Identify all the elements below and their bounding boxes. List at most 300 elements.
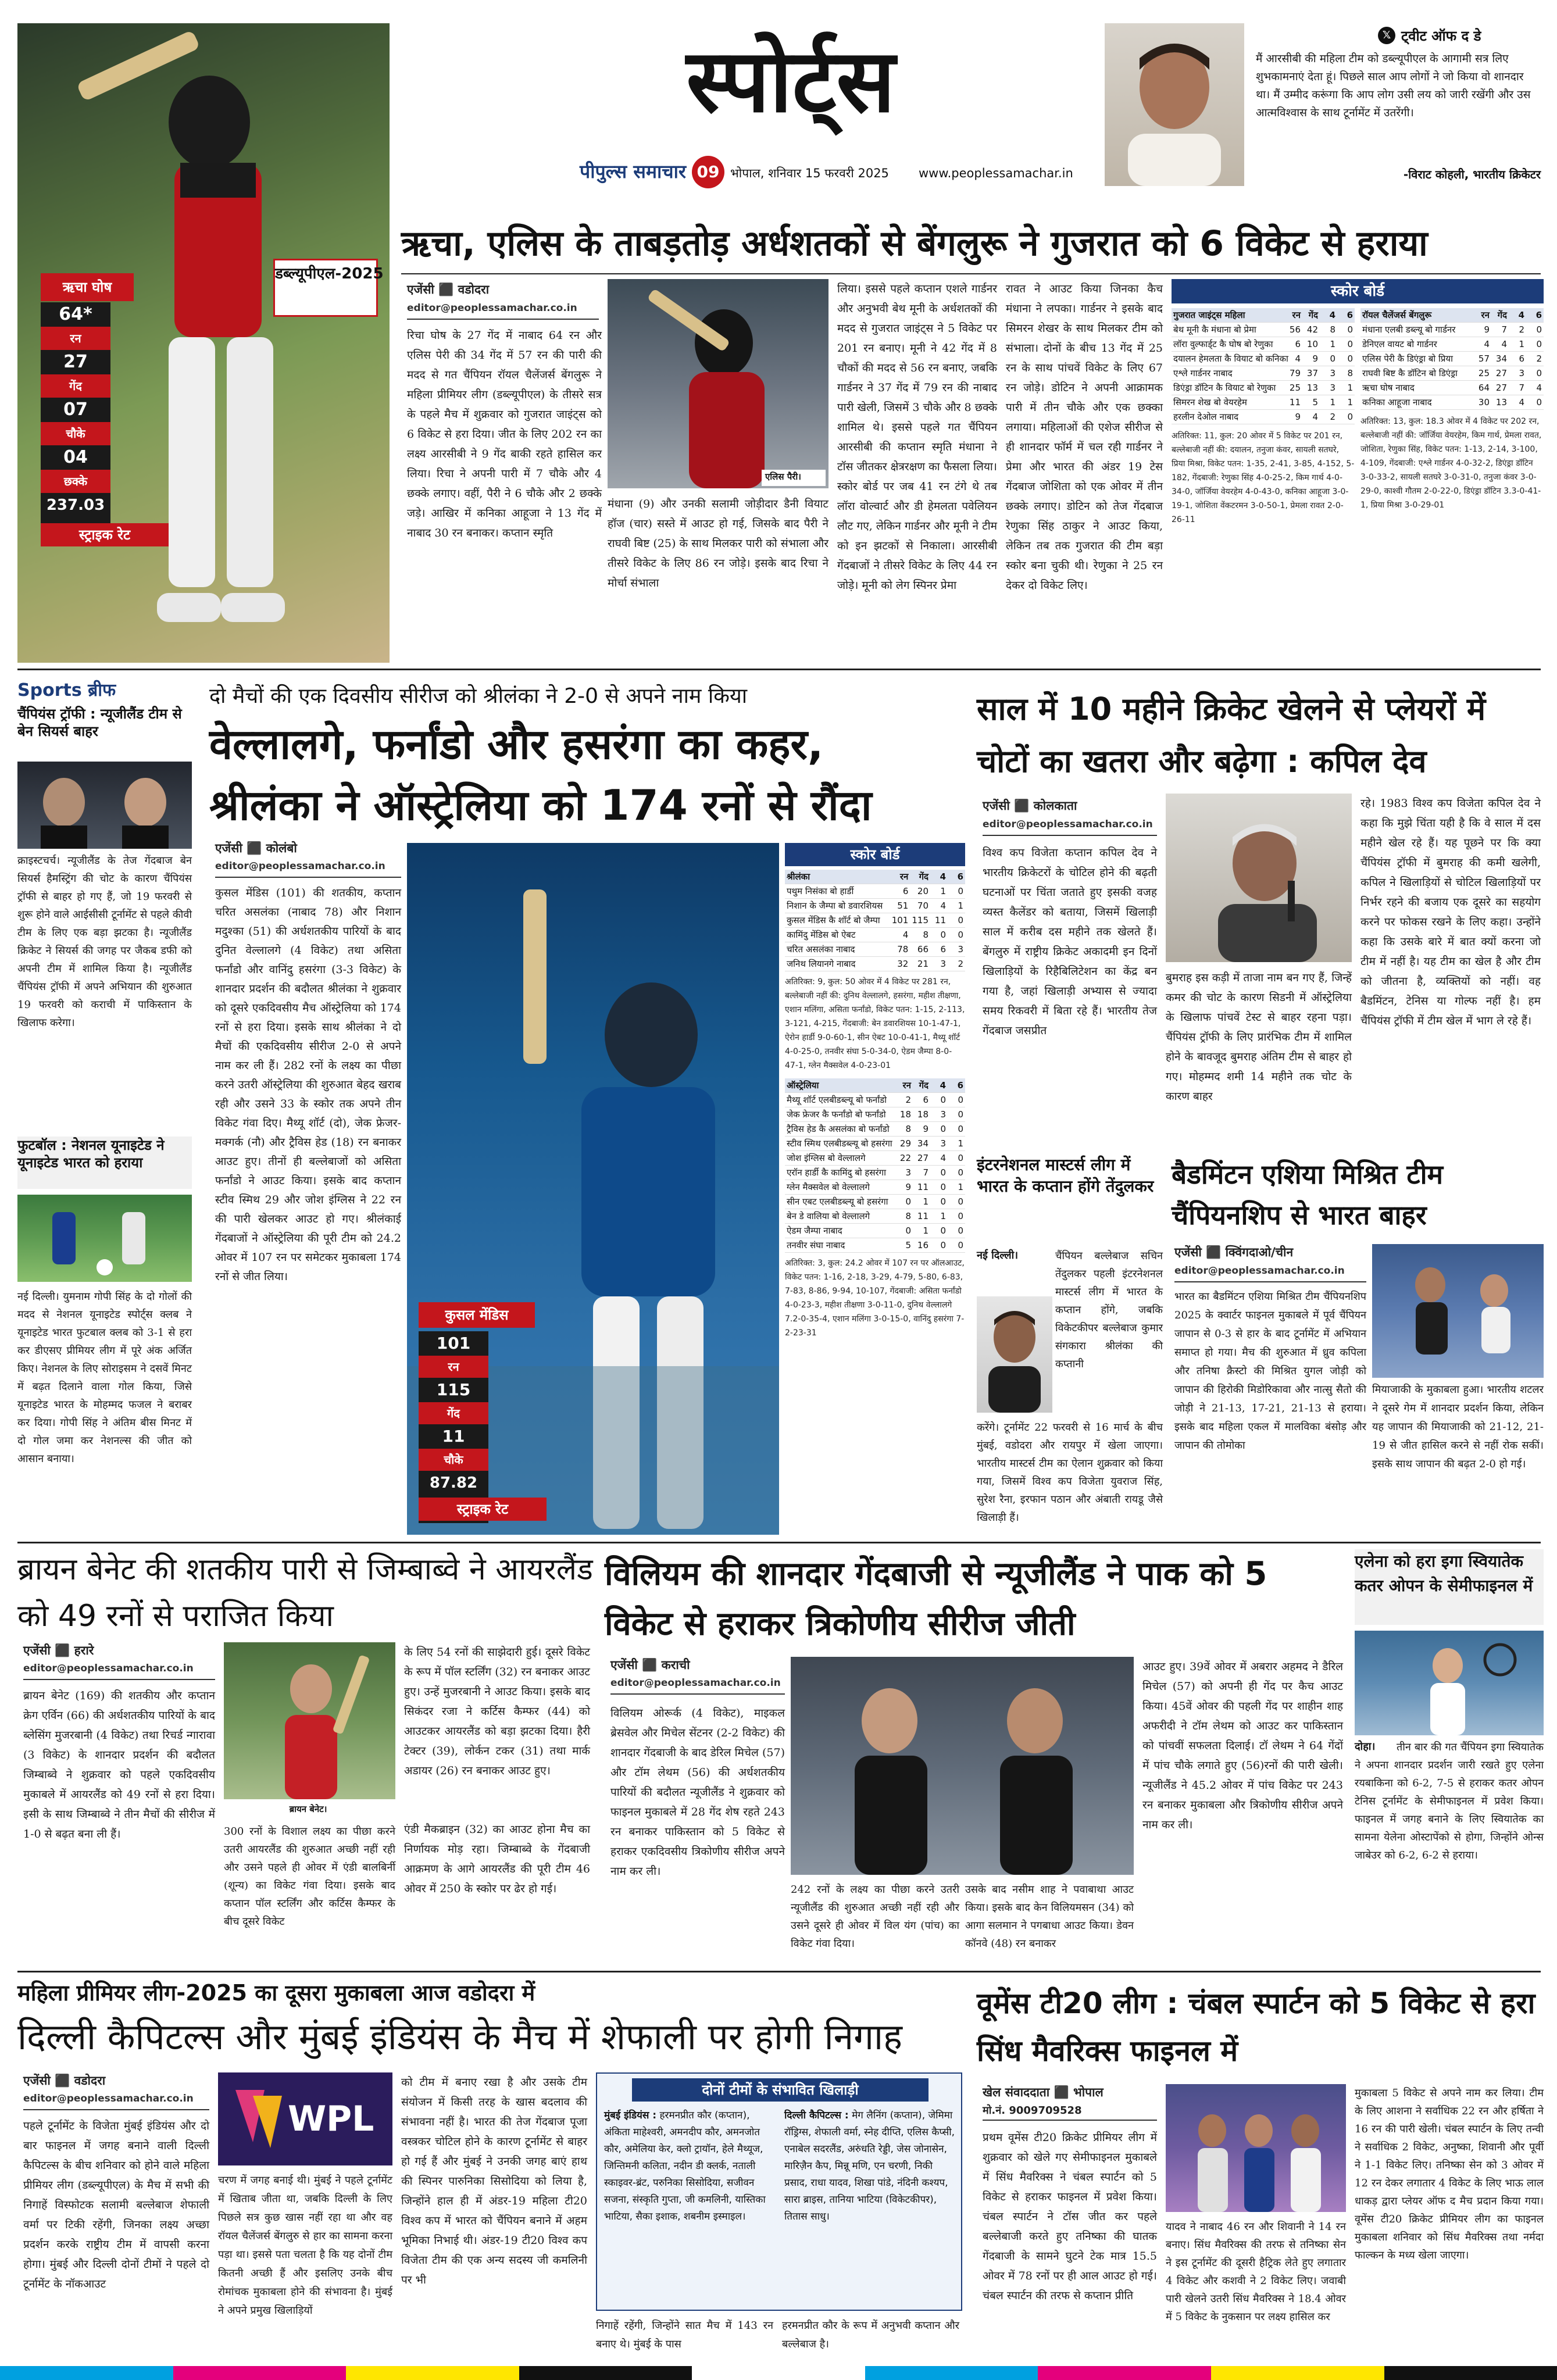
scoreboard1-team1-row xyxy=(1172,352,1355,366)
divider xyxy=(17,1542,1541,1543)
stat-balls-value: 27 xyxy=(63,352,88,372)
scoreboard2-team2-cell: 0 xyxy=(948,1151,965,1166)
scoreboard2-team2-cell: 3 xyxy=(895,1166,913,1180)
stat-fours-value: 07 xyxy=(63,399,88,420)
scoreboard2-team2-cell: 8 xyxy=(895,1122,913,1137)
scoreboard2-team1-cell: 8 xyxy=(910,928,930,942)
scoreboard1-team2-cell: 7 xyxy=(1509,381,1526,395)
story6-email: editor@peoplessamachar.co.in xyxy=(23,1663,215,1680)
story1-col2: मंधाना (9) और उनकी सलामी जोड़ीदार डैनी वियाट हॉज (चार) सस्ते में आउट हो गई, जिसके बाद पैरी ने राघवी बिष्ट (25) के साथ मिलकर पारी को संभाला और तीसरे विकेट के लिए 86 रन जोड़े। इसके बाद रिचा ने मोर्चा संभाला xyxy=(608,498,829,589)
story2-byline: एजेंसी ⬛ कोलंबो xyxy=(215,841,297,855)
story9-email: editor@peoplessamachar.co.in xyxy=(23,2093,209,2110)
scoreboard1-team1 xyxy=(1172,308,1355,639)
scoreboard2-team1-cell: 66 xyxy=(910,942,930,957)
scoreboard1-team1-cell: डिएंड्रा डॉटिन कै वियाट बो रेणुका xyxy=(1172,381,1285,395)
scoreboard2-team1-row xyxy=(785,928,965,942)
scoreboard2-team2-cell: 3 xyxy=(930,1137,948,1151)
story2-player-name: कुसल मेंडिस xyxy=(419,1302,535,1328)
bennett-photo xyxy=(224,1642,395,1799)
scoreboard1-team1-cell: 6 xyxy=(1285,337,1302,352)
scoreboard2-team1-cell: 3 xyxy=(930,957,948,971)
story10-col1: प्रथम वूमेंस टी20 क्रिकेट प्रीमियर लीग में शुक्रवार को खेले गए सेमीफाइनल मुकाबले में सिंध मैवरिक्स ने चंबल स्पार्टन को 5 विकेट से हराकर फाइनल में प्रवेश किया। चंबल स्पार्टन ने टॉस जीत कर पहले बल्लेबाजी करते हुए तनिष्का की घातक गेंदबाजी के सामने घुटने टेक मात्र 15.5 ओवर में 78 रनों पर ही आल आउट हो गई। चंबल स्पार्टन की तरफ से कप्तान प्रीति xyxy=(983,2131,1157,2302)
scoreboard1-team2-cell: कनिका आहूजा नाबाद xyxy=(1360,395,1474,410)
probable-players-box xyxy=(596,2072,962,2311)
scoreboard2-team2-cell: 1 xyxy=(913,1195,930,1209)
scoreboard2-title: स्कोर बोर्ड xyxy=(785,843,965,866)
story1-headline: ऋचा, एलिस के ताबड़तोड़ अर्धशतकों से बेंगलुरू ने गुजरात को 6 विकेट से हराया xyxy=(401,223,1428,264)
scoreboard2-team1-header-cell: 4 xyxy=(930,870,948,884)
scoreboard1-team1-header-cell: रन xyxy=(1285,308,1302,323)
scoreboard1-team1-cell: 4 xyxy=(1302,410,1320,424)
scoreboard1-team1-cell: एश्ले गार्डनर नाबाद xyxy=(1172,366,1285,381)
scoreboard1-team2-cell: 25 xyxy=(1474,366,1491,381)
scoreboard1-team1-cell: 0 xyxy=(1337,323,1355,337)
scoreboard1-team1-cell: 8 xyxy=(1320,323,1337,337)
story8-headline: एलेना को हरा इगा स्वियातेक कतर ओपन के सेमीफाइनल में xyxy=(1355,1549,1544,1625)
scoreboard1-team1-header-row xyxy=(1172,308,1355,323)
story3-email: editor@peoplessamachar.co.in xyxy=(983,819,1157,836)
scoreboard2-team1-cell: 21 xyxy=(910,957,930,971)
scoreboard2-team2-cell: 0 xyxy=(948,1107,965,1122)
stat-runs-label: रन xyxy=(419,1356,488,1378)
dc-label: दिल्ली कैपिटल्स : xyxy=(784,2110,849,2121)
scoreboard1-team2-header-row xyxy=(1360,308,1544,323)
scoreboard2-team2-row xyxy=(785,1238,965,1253)
scoreboard1-team2-header-cell: 6 xyxy=(1526,308,1544,323)
scoreboard2-team2-cell: 27 xyxy=(913,1151,930,1166)
scoreboard2-team2-cell: 0 xyxy=(930,1224,948,1238)
scoreboard2-team2-cell: 0 xyxy=(930,1195,948,1209)
divider xyxy=(17,669,1541,670)
story2-stats xyxy=(419,1331,488,1523)
brief-t2: नई दिल्ली। युमनाम गोपी सिंह के दो गोलों की मदद से नेशनल यूनाइटेड स्पोर्ट्स क्लब ने यूनाइटेड भारत फुटबाल क्लब को 3-1 से हरा कर डीएसए प्रीमियर लीग में पूरे अंक अर्जित किए। नेशनल के लिए सोराइसम ने दसवें मिनट में बढ़त दिलाने वाला गोल किया, जिसे यूनाइटेड भारत के मोहम्मद फजल ने बराबर कर दिया। गोपी सिंह ने अंतिम बीस मिनट में दो गोल जमा कर नेशनल्स की जीत को आसान बनाया। xyxy=(17,1291,192,1465)
scoreboard1-team1-cell: सिमरन शेख बो वेयरहेम xyxy=(1172,395,1285,410)
scoreboard2-team1-cell: 3 xyxy=(948,942,965,957)
brief-h1: चैंपियंस ट्रॉफी : न्यूजीलैंड टीम से बेन सियर्स बाहर xyxy=(17,706,182,739)
tennis-photo xyxy=(1355,1631,1544,1735)
scoreboard1-team1-cell: लॉरा वुल्फार्ड्ट कै घोष बो रेणुका xyxy=(1172,337,1285,352)
scoreboard2-team1-cell: 11 xyxy=(930,913,948,928)
story6-col2a: के लिए 54 रनों की साझेदारी हुई। दूसरे विकेट के रूप में पॉल स्टर्लिंग (32) रन बनाकर आउट हुए। उन्हें मुजरबानी ने आउट किया। इसके बाद सिकंदर रजा ने कर्टिस कैम्फर (44) को आउटकर आयरलैंड को बड़ा झटका दिया। हैरी टेक्टर (39), लोर्कन टकर (31) तथा मार्क अडायर (26) रन बनाकर आउट हुए। xyxy=(404,1646,590,1777)
scoreboard1-team1-cell: 1 xyxy=(1337,381,1355,395)
scoreboard2-team2-cell: 0 xyxy=(948,1093,965,1107)
story8-dateline: दोहा। xyxy=(1355,1741,1376,1753)
scoreboard2-team2-cell: बेन डे वालिया बो वेल्लालगे xyxy=(785,1209,895,1224)
scoreboard1-team1-notes: अतिरिक्त: 11, कुल: 20 ओवर में 5 विकेट पर 201 रन, बल्लेबाजी नहीं की: दयालन, तनुजा कंवर, सायली सतघरे, प्रिया मिश्रा, विकेट पतन: 1-35, 2-41, 3-85, 4-152, 5-182, गेंदबाजी: रेणुका सिंह 4-0-25-2, किम गार्थ 4-0-34-0, जॉर्जिया वेयरहेम 4-0-43-0, कनिका आहूजा 3-0-19-1, जोशिता वेंकटरमन 3-0-50-1, प्रेमला रावत 2-0-26-11 xyxy=(1172,431,1355,524)
scoreboard1-team1-cell: 3 xyxy=(1320,381,1337,395)
brief-t1: क्राइस्टचर्च। न्यूजीलैंड के तेज गेंदबाज बेन सियर्स हैमस्ट्रिंग की चोट के कारण चैंपियंस ट्रॉफी से बाहर हो गए हैं, जो 19 फरवरी से शुरू होने वाले आईसीसी टूर्नामेंट से पहले कीवी टीम के लिए एक बड़ा झटका है। न्यूजीलैंड क्रिकेट ने सियर्स की जगह पर जैकब डफी को अपनी टीम में शामिल किया है। न्यूजीलैंड चैंपियंस ट्रॉफी में अपने अभियान की शुरुआत 19 फरवरी को कराची में पाकिस्तान के खिलाफ करेगा। xyxy=(17,855,192,1029)
story2-headline2: श्रीलंका ने ऑस्ट्रेलिया को 174 रनों से रौंदा xyxy=(209,781,872,830)
brief-column xyxy=(17,677,198,1538)
scoreboard2-team1-row xyxy=(785,884,965,899)
scoreboard2-team2-cell: 0 xyxy=(948,1166,965,1180)
scoreboard2-team2-cell: 1 xyxy=(930,1209,948,1224)
story9-col4: निगाहें रहेंगी, जिन्होंने सात मैच में 143 रन बनाए थे। मुंबई के पास xyxy=(596,2320,773,2350)
scoreboard2-team2-cell: 5 xyxy=(895,1238,913,1253)
scoreboard1-team2-cell: 27 xyxy=(1491,366,1509,381)
story1-col3: लिया। इससे पहले कप्तान एशले गार्डनर और अनुभवी बेथ मूनी के अर्धशतकों की मदद से गुजरात जाइंट्स ने 5 विकेट पर 201 रन बनाए। मूनी ने 42 गेंद में 8 चौकों की मदद से 56 रन बनाए, जबकि गार्डनर ने 37 गेंद में 79 रन की नाबाद पारी खेली, जिसमें 3 चौके और 8 छक्के शामिल थे। इससे पहले गत चैंपियन आरसीबी की कप्तान स्मृति मंधाना ने टॉस जीतकर क्षेत्ररक्षण का फैसला लिया। स्कोर बोर्ड पर जब 41 रन टंगे थे तब लॉरा वोल्वार्ट और डी हेमलता पवेलियन लौट गए, लेकिन गार्डनर और मूनी ने टीम को इन झटकों से निकाला। आरसीबी गेंदबाजों ने तीसरे विकेट के लिए 44 रन जोड़े। मूनी को लेग स्पिनर प्रेमा xyxy=(837,283,997,592)
scoreboard2-team1-cell: 2 xyxy=(948,957,965,971)
scoreboard1-team2-row xyxy=(1360,366,1544,381)
scoreboard1-team1-cell: 0 xyxy=(1337,352,1355,366)
story1-col4: रावत ने आउट किया जिनका कैच मंधाना ने लपका। गार्डनर ने इसके बाद सिमरन शेखर के साथ मिलकर टीम को संभाला। दोनों के बीच 13 गेंद में 25 रन के साथ पांचवें विकेट के लिए 67 रन जोड़े। डोटिन ने अपनी आक्रामक पारी में तीन चौके और एक छक्का लगाया। महिलाओं की एशेज सीरीज से ही शानदार फॉर्म में चल रही गार्डनर ने प्रेमा और भारत की अंडर 19 टेस गेंदबाज जोशिता को एक ओवर में तीन छक्के लगाए। डोटिन को तेज गेंदबाज रेणुका सिंह ठाकुर ने आउट किया, लेकिन तब तक गुजरात की टीम बड़ा स्कोर बना चुकी थी। रेणुका ने 25 रन देकर दो विकेट लिए। xyxy=(1006,283,1163,592)
scoreboard1-team1-table xyxy=(1172,308,1355,424)
scoreboard1-team1-row xyxy=(1172,381,1355,395)
story5-byline: एजेंसी ⬛ क्विंगदाओ/चीन xyxy=(1174,1245,1294,1259)
scoreboard2-team2-cell: ट्रैविस हेड कै असलंका बो फर्नांडो xyxy=(785,1122,895,1137)
story4-dateline: नई दिल्ली। xyxy=(977,1249,1019,1262)
nz-photo xyxy=(791,1657,1134,1875)
scoreboard2-team2-cell: 18 xyxy=(913,1107,930,1122)
scoreboard1-team2-cell: 2 xyxy=(1509,323,1526,337)
scoreboard1-title: स्कोर बोर्ड xyxy=(1172,279,1544,303)
scoreboard1 xyxy=(1172,279,1544,639)
stat-runs-value: 101 xyxy=(436,1334,471,1353)
scoreboard1-team1-cell: 11 xyxy=(1285,395,1302,410)
scoreboard1-team1-cell: 0 xyxy=(1320,352,1337,366)
scoreboard2-team1-cell: 51 xyxy=(890,899,910,913)
scoreboard2-body xyxy=(785,870,965,1535)
scoreboard2-team2-cell: 0 xyxy=(948,1224,965,1238)
scoreboard1-team2-row xyxy=(1360,395,1544,410)
scoreboard1-team2-row xyxy=(1360,352,1544,366)
perry-illustration xyxy=(608,279,829,488)
scoreboard2-team2-cell: ग्लेन मैक्सवेल बो वेल्लालगे xyxy=(785,1180,895,1195)
scoreboard2-team1-row xyxy=(785,957,965,971)
scoreboard2-team2-row xyxy=(785,1209,965,1224)
scoreboard1-team2-row xyxy=(1360,337,1544,352)
portrait-illustration xyxy=(1105,23,1244,186)
hero-stats xyxy=(41,302,110,546)
story1-byline: एजेंसी ⬛ वडोदरा xyxy=(407,283,490,296)
story7-col1: विलियम ओरूर्क (4 विकेट), माइकल ब्रेसवेल और मिचेल सेंटनर (2-2 विकेट) की शानदार गेंदबाजी के बाद डेरिल मिचेल (57) और टॉम लेथम (56) की अर्धशतकीय पारियों की बदौलत न्यूजीलैंड ने शुक्रवार को फाइनल मुकाबले में 28 गेंद शेष रहते 243 रन बनाकर पाकिस्तान को 5 विकेट से हराकर एकदिवसीय त्रिकोणीय सीरीज अपने नाम कर ली। xyxy=(610,1707,785,1878)
scoreboard2-team2-cell: 3 xyxy=(930,1107,948,1122)
story3-col1: विश्व कप विजेता कप्तान कपिल देव ने भारतीय क्रिकेटरों के चोटिल होने की बढ़ती घटनाओं पर चिंता जताते हुए इसकी वजह व्यस्त कैलेंडर को बताया, जिसमें खिलाड़ी साल में करीब दस महीने तक खेलते हैं। बेंगलुरु में राष्ट्रीय क्रिकेट अकादमी इन दिनों खिलाड़ियों के रिहैबिलिटेशन का केंद्र बन गया है, जहां खिलाड़ी अभ्यास से ज्यादा समय रिकवरी में बिता रहे हैं। भारतीय तेज गेंदबाज जसप्रीत xyxy=(983,846,1157,1037)
story4-col2: करेंगे। टूर्नामेंट 22 फरवरी से 16 मार्च के बीच मुंबई, वडोदरा और रायपुर में खेला जाएगा। भारतीय मास्टर्स टीम का ऐलान शुक्रवार को किया गया, जिसमें विश्व कप विजेता युवराज सिंह, सुरेश रैना, इरफान पठान और अंबाती रायडू जैसे खिलाड़ी हैं। xyxy=(977,1421,1163,1524)
scoreboard2-team1-cell: 4 xyxy=(890,928,910,942)
scoreboard2-team2-cell: 29 xyxy=(895,1137,913,1151)
scoreboard2-team1-cell: 6 xyxy=(930,942,948,957)
story9-headline: दिल्ली कैपिटल्स और मुंबई इंडियंस के मैच में शेफाली पर होगी निगाह xyxy=(17,2016,902,2058)
scoreboard2-team2-header-row xyxy=(785,1078,965,1093)
stat-balls-label: गेंद xyxy=(41,374,110,398)
scoreboard2-team1-cell: 70 xyxy=(910,899,930,913)
scoreboard1-team1-row xyxy=(1172,323,1355,337)
scoreboard2-team1-cell: 0 xyxy=(948,928,965,942)
scoreboard2-team2-row xyxy=(785,1107,965,1122)
scoreboard1-team1-cell: दयालन हेमलता कै वियाट बो कनिका xyxy=(1172,352,1285,366)
scoreboard1-team1-cell: 0 xyxy=(1337,337,1355,352)
dc-probable xyxy=(784,2107,956,2308)
scoreboard1-team2-cell: 13 xyxy=(1491,395,1509,410)
story9-col5: हरमनप्रीत कौर के रूप में अनुभवी कप्तान और बल्लेबाज है। xyxy=(782,2320,959,2350)
scoreboard1-team2 xyxy=(1360,308,1544,639)
scoreboard2-team2-cell: 6 xyxy=(913,1093,930,1107)
scoreboard2-team2-cell: ऐडम जैम्पा नाबाद xyxy=(785,1224,895,1238)
nz-players-illustration xyxy=(791,1657,1134,1875)
scoreboard2-team2-cell: 34 xyxy=(913,1137,930,1151)
scoreboard1-team1-cell: 2 xyxy=(1320,410,1337,424)
scoreboard2-team1-cell: पथुम निसंका बो हार्डी xyxy=(785,884,890,899)
scoreboard1-team2-cell: 9 xyxy=(1474,323,1491,337)
scoreboard1-team2-header-cell: गेंद xyxy=(1491,308,1509,323)
scoreboard1-team1-cell: 5 xyxy=(1302,395,1320,410)
scoreboard2-team2-row xyxy=(785,1093,965,1107)
story9-col3: को टीम में बनाए रखा है और उसके टीम संयोजन में किसी तरह के खास बदलाव की संभावना नहीं है। भारत की तेज गेंदबाज पूजा वस्त्रकर चोटिल होने के कारण टूर्नामेंट से बाहर हो गई हैं और मुंबई ने उनकी जगह बाएं हाथ की स्पिनर पारुनिका सिसोदिया को लिया है, जिन्होंने हाल ही में अंडर-19 महिला टी20 विश्व कप में भारत को चैंपियन बनाने में अहम भूमिका निभाई थी। अंडर-19 टी20 विश्व कप विजेता टीम की एक अन्य सदस्य जी कमलिनी पर भी xyxy=(401,2076,587,2286)
story2-text: कुसल मेंडिस (101) की शतकीय, कप्तान चरित असलंका (नाबाद 78) और निशान मदुश्का (51) की अर्धशतकीय पारियों के बाद दुनित वेल्लालगे (4 विकेट) तथा असिता फर्नांडो और वानिंदु हसरंगा (3-3 विकेट) के शानदार प्रदर्शन की बदौलत श्रीलंका ने शुक्रवार को दूसरे एकदिवसीय मैच ऑस्ट्रेलिया को 174 रनों से हरा दिया। इसके साथ श्रीलंका ने दो मैचों की एकदिवसीय सीरीज 2-0 से अपने नाम कर ली हैं। 282 रनों के लक्ष्य का पीछा करने उतरी ऑस्ट्रेलिया की शुरुआत बेहद खराब रही और उसने 33 के स्कोर तक अपने तीन विकेट गंवा दिए। मैथ्यू शॉर्ट (दो), जेक फ्रेजर-मक्गर्क (नौ) और ट्रैविस हेड (18) रन बनाकर आउट हुए। तीनों ही बल्लेबाजों को असिता फर्नांडो ने आउट किया। इसके बाद कप्तान स्टीव स्मिथ 29 और जोश इंग्लिस ने 22 रन की पारी खेलकर आउट हो गए। श्रीलंकाई गेंदबाजों ने ऑस्ट्रेलिया की पूरी टीम को 24.2 ओवर में 107 रन पर समेटकर मुकाबला 174 रनों से जीत लिया। xyxy=(215,887,401,1283)
stat-balls-label: गेंद xyxy=(419,1402,488,1424)
scoreboard1-team1-row xyxy=(1172,337,1355,352)
mi-probable xyxy=(604,2107,776,2308)
scoreboard2-team1-cell: जनिथ लियानगे नाबाद xyxy=(785,957,890,971)
scoreboard2-team2-cell: 1 xyxy=(948,1180,965,1195)
scoreboard2-team2-cell: जेक फ्रेजर कै फर्नांडो बो फर्नांडो xyxy=(785,1107,895,1122)
hero-player-name: ऋचा घोष xyxy=(41,273,134,301)
scoreboard1-team2-cell: ऋचा घोष नाबाद xyxy=(1360,381,1474,395)
scoreboard1-team2-table xyxy=(1360,308,1544,410)
stat-sixes-label: छक्के xyxy=(41,470,110,493)
story1-col1: रिचा घोष के 27 गेंद में नाबाद 64 रन और एलिस पेरी की 34 गेंद में 57 रन की पारी की मदद से गत चैंपियन रॉयल चैलेंजर्स बेंगलुरू ने महिला प्रीमियर लीग (डब्ल्यूपीएल) के तीसरे सत्र के पहले मैच में शुक्रवार को गुजरात जाइंट्स को 6 विकेट से हरा दिया। जीत के लिए 202 रन का लक्ष्य आरसीबी ने 9 गेंद बाकी रहते हासिल कर लिया। रिचा ने अपनी पारी में 7 चौके और 4 छक्के लगाए। वहीं, पैरी ने 6 चौके और 2 छक्के जड़े। आखिर में कनिका आहूजा ने 13 गेंद में नाबाद 30 रन बनाकर। कप्तान स्मृति xyxy=(407,329,602,539)
story5-email: editor@peoplessamachar.co.in xyxy=(1174,1265,1366,1282)
story7-col3: उसके बाद नसीम शाह ने पवाबाथा आउट किया। इसके बाद केन विलियमसन (34) को आगा सलमान ने पगबाधा आउट किया। डेवन कॉनवे (48) रन बनाकर xyxy=(965,1884,1134,1950)
scoreboard2-team1-cell: 32 xyxy=(890,957,910,971)
tweet-header: ट्वीट ऑफ द डे xyxy=(1401,28,1481,44)
brief-h2: फुटबॉल : नेशनल यूनाइटेड ने यूनाइटेड भारत को हराया xyxy=(17,1137,192,1189)
scoreboard2-team1-cell: 1 xyxy=(930,884,948,899)
scoreboard1-team2-cell: 2 xyxy=(1526,352,1544,366)
divider xyxy=(17,1971,1541,1972)
scoreboard2-team1-cell: कुसल मेंडिस कै शॉर्ट बो जैम्पा xyxy=(785,913,890,928)
story5-col1: भारत का बैडमिंटन एशिया मिश्रित टीम चैंपियनशिप 2025 के क्वार्टर फाइनल मुकाबले में पूर्व चैंपियन जापान से 0-3 से हार के बाद टूर्नामेंट में अभियान समाप्त हो गया। मैच की शुरुआत में ध्रुव कपिला और तनिषा क्रैस्टो की मिश्रित युगल जोड़ी को जापान की हिरोकी मिडोरिकावा और नात्सु सैतो की जोड़ी ने 21-13, 17-21, 21-13 से हराया। इसके बाद महिला एकल में मालविका बंसोड़ और जापान की तोमोका xyxy=(1174,1291,1366,1452)
story10-headline: वूमेंस टी20 लीग : चंबल स्पार्टन को 5 विकेट से हरा सिंध मैवरिक्स फाइनल में xyxy=(977,1986,1535,2068)
x-icon: 𝕏 xyxy=(1378,27,1395,44)
scoreboard2-team2-cell: 22 xyxy=(895,1151,913,1166)
scoreboard2-team2-cell: 0 xyxy=(948,1195,965,1209)
scoreboard1-team1-header-cell: गुजरात जाइंट्स महिला xyxy=(1172,308,1285,323)
story6-col2b: 300 रनों के विशाल लक्ष्य का पीछा करने उतरी आयरलैंड की शुरुआत अच्छी नहीं रही और उसने पहले ही ओवर में एंडी बालबिर्नी (शून्य) का विकेट गंवा दिया। इसके बाद कप्तान पॉल स्टर्लिंग और कर्टिस कैम्फर के बीच दूसरे विकेट xyxy=(224,1825,395,1928)
scoreboard2-team2-table xyxy=(785,1078,965,1253)
scoreboard2-team2-row xyxy=(785,1151,965,1166)
scoreboard1-team2-cell: 4 xyxy=(1491,337,1509,352)
scoreboard2-team2-cell: 9 xyxy=(913,1122,930,1137)
scoreboard2-team1-cell: 101 xyxy=(890,913,910,928)
scoreboard1-team1-cell: 25 xyxy=(1285,381,1302,395)
stat-fours-label: चौके xyxy=(419,1449,488,1471)
player-illustration xyxy=(17,762,192,849)
scoreboard2-team2-cell: 9 xyxy=(895,1180,913,1195)
scoreboard1-team2-cell: 6 xyxy=(1509,352,1526,366)
scoreboard2-team1-cell: कामिंदु मेंडिस बो ऐबट xyxy=(785,928,890,942)
scoreboard2-team2-cell: 0 xyxy=(930,1093,948,1107)
scoreboard1-team2-cell: 57 xyxy=(1474,352,1491,366)
scoreboard2-team2-cell: 18 xyxy=(895,1107,913,1122)
scoreboard2-team2-notes: अतिरिक्त: 3, कुल: 24.2 ओवर में 107 रन पर ऑलआउट, विकेट पतन: 1-16, 2-18, 3-29, 4-79, 5-80, 6-83, 7-83, 8-86, 9-94, 10-107, गेंदबाजी: असिता फर्नांडो 4-0-23-3, महीश तीक्षणा 3-0-11-0, दुनिथ वेल्लालगे 7.2-0-35-4, एशान मलिंगा 3-0-15-0, वानिंदु हसरंगा 7-2-23-31 xyxy=(785,1259,965,1338)
scoreboard2-team2-cell: तनवीर संघा नाबाद xyxy=(785,1238,895,1253)
story5-headline: बैडमिंटन एशिया मिश्रित टीम चैंपियनशिप से भारत बाहर xyxy=(1172,1159,1444,1231)
scoreboard1-team1-cell: 79 xyxy=(1285,366,1302,381)
swiatek-illustration xyxy=(1355,1631,1544,1735)
scoreboard2-team1-cell: 20 xyxy=(910,884,930,899)
stat-runs-value: 64* xyxy=(59,304,92,324)
story6-col3: एंडी मैकब्राइन (32) का आउट होना मैच का निर्णायक मोड़ रहा। जिम्बाब्वे के गेंदबाजी आक्रमण के आगे आयरलैंड की पूरी टीम 46 ओवर में 250 के स्कोर पर ढेर हो गई। xyxy=(404,1823,590,1895)
scoreboard1-team2-cell: 4 xyxy=(1526,381,1544,395)
stat-sr-label: स्ट्राइक रेट xyxy=(41,523,169,546)
scoreboard1-team1-header-cell: गेंद xyxy=(1302,308,1320,323)
sachin-illustration xyxy=(977,1296,1052,1413)
kapil-illustration xyxy=(1166,794,1352,962)
scoreboard1-team2-cell: 4 xyxy=(1509,395,1526,410)
story7-byline: एजेंसी ⬛ कराची xyxy=(610,1658,690,1672)
scoreboard1-team2-cell: डेनिएल वायट बो गार्डनर xyxy=(1360,337,1474,352)
scoreboard1-team2-cell: एलिस पेरी कै डिएंड्रा बो प्रिया xyxy=(1360,352,1474,366)
story2-headline1: वेल्लालगे, फर्नांडो और हसरंगा का कहर, xyxy=(209,720,824,769)
story9-col1: पहले टूर्नामेंट के विजेता मुंबई इंडियंस और दो बार फाइनल में जगह बनाने वाली दिल्ली कैपिटल्स के बीच शनिवार को होने वाले महिला प्रीमियर लीग (डब्ल्यूपीएल) के मैच में सभी की निगाहें विस्फोटक सलामी बल्लेबाज शेफाली वर्मा पर टिकी रहेंगी, जिनका लक्ष्य अच्छा प्रदर्शन करके राष्ट्रीय टीम में वापसी करना होगा। मुंबई और दिल्ली दोनों टीमों ने पहले दो टूर्नामेंट के नॉकआउट xyxy=(23,2120,209,2290)
story6-headline: ब्रायन बेनेट की शतकीय पारी से जिम्बाब्वे ने आयरलैंड को 49 रनों से पराजित किया xyxy=(17,1552,593,1634)
scoreboard2-team2-cell: 0 xyxy=(930,1238,948,1253)
stat-runs-label: रन xyxy=(41,327,110,350)
story10-col3: मुकाबला 5 विकेट से अपने नाम कर लिया। टीम के लिए आशना ने सर्वाधिक 22 रन और हर्षिता ने 16 रन की पारी खेली। चंबल स्पार्टन के लिए तन्वी ने सर्वाधिक 2 विकेट, अनुष्का, शिवानी और पूर्वी ने 1-1 विकेट लिए। तनिष्का सेन को 3 ओवर में 12 रन देकर लगातार 4 विकेट के लिए भाऊ लाल धाकड़ द्वारा प्लेयर ऑफ द मैच प्रदान किया गया। वूमेंस टी20 क्रिकेट प्रीमियर लीग का फाइनल मुकाबला शनिवार को सिंध मैवरिक्स तथा नर्मदा फाल्कन के मध्य खेला जाएगा। xyxy=(1355,2087,1544,2261)
scoreboard1-team1-cell: 37 xyxy=(1302,366,1320,381)
kapil-photo xyxy=(1166,794,1352,962)
scoreboard2-team2-row xyxy=(785,1137,965,1151)
scoreboard1-team1-row xyxy=(1172,410,1355,424)
scoreboard1-team2-header-cell: रॉयल चैलेंजर्स बेंगलुरू xyxy=(1360,308,1474,323)
scoreboard2-team2-header-cell: 6 xyxy=(948,1078,965,1093)
scoreboard2-team2-cell: स्टीव स्मिथ एलबीडब्ल्यू बो हसरंगा xyxy=(785,1137,895,1151)
scoreboard2-team2-cell: 0 xyxy=(895,1224,913,1238)
scoreboard2-team1-cell: 0 xyxy=(948,884,965,899)
scoreboard1-team2-row xyxy=(1360,323,1544,337)
t20-photo xyxy=(1166,2084,1346,2212)
stat-fours-label: चौके xyxy=(41,422,110,445)
probable-title: दोनों टीमों के संभावित खिलाड़ी xyxy=(632,2078,929,2102)
story10-col2: यादव ने नाबाद 46 रन और शिवानी ने 14 रन बनाए। सिंध मैवरिक्स की तरफ से तनिष्का सेन ने इस टूर्नामेंट की दूसरी हैट्रिक लेते हुए लगातार 4 विकेट और कशवी ने 2 विकेट लिए। जवाबी पारी खेलने उतरी सिंध मैवरिक्स ने 18.4 ओवर में 5 विकेट के नुकसान पर लक्ष्य हासिल कर xyxy=(1166,2221,1346,2323)
scoreboard2-team1-cell: 4 xyxy=(930,899,948,913)
mi-players: हरमनप्रीत कौर (कप्तान), अंकिता माहेश्वरी, अमनदीप कौर, अमनजोत कौर, अमेलिया केर, क्लो ट्रायॉन, हेले मैथ्यूज, जिन्तिमनी कलिता, नदीन डी क्लर्क, नताली स्काइवर-ब्रंट, परुनिका सिसोदिया, सजीवन सजना, संस्कृति गुप्ता, जी कमलिनी, यास्तिका भाटिया, सैका इशाक, शबनीम इस्माइल। xyxy=(604,2110,766,2222)
scoreboard2-team1-cell: चरित असलंका नाबाद xyxy=(785,942,890,957)
stat-balls-value: 115 xyxy=(436,1380,471,1399)
scoreboard1-team2-cell: 0 xyxy=(1526,366,1544,381)
scoreboard2-team1-row xyxy=(785,913,965,928)
brief-label: Sports ब्रीफ xyxy=(17,680,116,701)
scoreboard1-team1-cell: बेथ मूनी कै मंधाना बो प्रेमा xyxy=(1172,323,1285,337)
scoreboard1-team1-cell: 1 xyxy=(1320,337,1337,352)
masthead-paper: पीपुल्स समाचार xyxy=(580,160,686,183)
scoreboard2-team2-header-cell: रन xyxy=(895,1078,913,1093)
badminton-photo xyxy=(1372,1244,1544,1378)
story6-col1: ब्रायन बेनेट (169) की शतकीय और कप्तान क्रेग एर्विन (66) की अर्धशतकीय पारियों के बाद ब्लेसिंग मुजरबानी (4 विकेट) तथा रिचर्ड न्गारावा (3 विकेट) के शानदार प्रदर्शन की बदौलत जिम्बाब्वे ने शुक्रवार को पहले एकदिवसीय मुकाबले में आयरलैंड को 49 रनों से हरा दिया। इसी के साथ जिम्बाब्वे ने तीन मैचों की सीरीज में 1-0 से बढ़त बना ली हैं। xyxy=(23,1689,215,1841)
scoreboard2-team2-cell: 1 xyxy=(913,1224,930,1238)
story2-email: editor@peoplessamachar.co.in xyxy=(215,860,401,878)
scoreboard2-team1-cell: निशान के जैम्पा बो डवारशियस xyxy=(785,899,890,913)
story1-photo-caption: एलिस पैरी। xyxy=(762,470,826,486)
scoreboard1-team2-cell: 30 xyxy=(1474,395,1491,410)
scoreboard1-team1-cell: 4 xyxy=(1285,352,1302,366)
scoreboard1-team1-header-cell: 6 xyxy=(1337,308,1355,323)
story10-phone: मो.नं. 9009709528 xyxy=(983,2103,1157,2121)
scoreboard2-team1-row xyxy=(785,942,965,957)
scoreboard1-team1-row xyxy=(1172,395,1355,410)
scoreboard2-team2-cell: सीन एबट एलबीडब्ल्यू बो हसरंगा xyxy=(785,1195,895,1209)
scoreboard2-team2-cell: 16 xyxy=(913,1238,930,1253)
story7-col4: आउट हुए। 39वें ओवर में अबरार अहमद ने डैरिल मिचेल (57) को अपनी ही गेंद पर कैच आउट किया। 45वें ओवर की पहली गेंद पर शाहीन शाह अफरीदी ने टॉम लेथम को आउट कर पाकिस्तान को पांचवीं सफलता दिलाई। टॉ लेथम ने 64 गेंदों में पांच चौके लगाते हुए (56)रनों की पारी खेली। न्यूजीलैंड ने 45.2 ओवर में पांच विकेट पर 243 रन बनाकर मुकाबला और त्रिकोणीय सीरीज अपने नाम कर ली। xyxy=(1142,1660,1343,1831)
scoreboard1-team2-header-cell: 4 xyxy=(1509,308,1526,323)
scoreboard2-team1-cell: 6 xyxy=(890,884,910,899)
scoreboard2-team2-row xyxy=(785,1166,965,1180)
story2-sr-label: स्ट्राइक रेट xyxy=(419,1498,547,1521)
scoreboard2-team1-cell: 0 xyxy=(948,913,965,928)
scoreboard1-team2-cell: 3 xyxy=(1509,366,1526,381)
scoreboard1-team2-cell: 34 xyxy=(1491,352,1509,366)
award-illustration xyxy=(1166,2084,1346,2212)
story7-col2: 242 रनों के लक्ष्य का पीछा करने उतरी न्यूजीलैंड की शुरुआत अच्छी नहीं रही और उसने दूसरे ही ओवर में विल यंग (पांच) का विकेट गंवा दिया। xyxy=(791,1884,959,1950)
scoreboard2-team2-row xyxy=(785,1224,965,1238)
scoreboard2-team2-cell: 0 xyxy=(948,1122,965,1137)
story10-byline: खेल संवाददाता ⬛ भोपाल xyxy=(983,2085,1104,2099)
wpl-logo xyxy=(218,2072,392,2165)
scoreboard2-team1-header-row xyxy=(785,870,965,884)
story7-headline: विलियम की शानदार गेंदबाजी से न्यूजीलैंड ने पाक को 5 विकेट से हराकर त्रिकोणीय सीरीज जीती xyxy=(605,1555,1267,1643)
print-registration-bar xyxy=(0,2366,1557,2380)
brief-photo2 xyxy=(17,1195,192,1282)
scoreboard2-team1-table xyxy=(785,870,965,971)
scoreboard1-team1-cell: 8 xyxy=(1337,366,1355,381)
story8-text: तीन बार की गत चैंपियन इगा स्वियातेक ने अपना शानदार प्रदर्शन जारी रखते हुए एलेना रयबाकिना को 6-2, 7-5 से हराकर कतर ओपन टेनिस टूर्नामेंट के सेमीफाइनल में प्रवेश किया। फाइनल में जगह बनाने के लिए स्वियातेक का सामना येलेना ओस्टापेंको से होगा, जिन्होंने ओन्स जाबेउर को 6-2, 6-2 से हराया। xyxy=(1355,1741,1544,1861)
stat-sr-value: 237.03 xyxy=(46,496,105,514)
story9-kicker: महिला प्रीमियर लीग-2025 का दूसरा मुकाबला आज वडोदरा में xyxy=(17,1980,535,2006)
scoreboard2-team2-cell: 0 xyxy=(930,1166,948,1180)
scoreboard1-team2-cell: राघवी बिष्ट कै डॉटिन बो डिएंड्रा xyxy=(1360,366,1474,381)
wpl-logo-text: WPL xyxy=(288,2099,374,2139)
website: www.peoplessamachar.in xyxy=(919,166,1073,180)
scoreboard1-team2-cell: 4 xyxy=(1474,337,1491,352)
story3-headline: साल में 10 महीने क्रिकेट खेलने से प्लेयरों में चोटों का खतरा और बढ़ेगा : कपिल देव xyxy=(977,691,1486,780)
stat-fours-value: 11 xyxy=(442,1427,465,1446)
football-illustration xyxy=(17,1195,192,1282)
scoreboard1-team1-cell: 42 xyxy=(1302,323,1320,337)
scoreboard1-team2-row xyxy=(1360,381,1544,395)
scoreboard1-team2-cell: मंधाना एलबी डब्ल्यू बो गार्डनर xyxy=(1360,323,1474,337)
scoreboard2-team2-cell: 0 xyxy=(948,1238,965,1253)
scoreboard2-team2-cell: 0 xyxy=(930,1180,948,1195)
scoreboard1-team1-cell: 13 xyxy=(1302,381,1320,395)
scoreboard1-team1-cell: 1 xyxy=(1337,395,1355,410)
story7-email: editor@peoplessamachar.co.in xyxy=(610,1677,785,1695)
scoreboard2-team2-cell: 2 xyxy=(895,1093,913,1107)
stat-sr-value: 87.82 xyxy=(429,1474,478,1492)
scoreboard2-team1-row xyxy=(785,899,965,913)
brief-photo1 xyxy=(17,762,192,849)
mi-label: मुंबई इंडियंस : xyxy=(604,2110,657,2121)
bennett-illustration xyxy=(224,1642,395,1799)
story3-col2: बुमराह इस कड़ी में ताजा नाम बन गए हैं, जिन्हें कमर की चोट के कारण सिडनी में ऑस्ट्रेलिया के खिलाफ पांचवें टेस्ट से बाहर रहना पड़ा। चैंपियंस ट्रॉफी के लिए प्रारंभिक टीम में शामिल होने के बावजूद बुमराह अंतिम टीम से बाहर हो गए। मोहम्मद शमी 14 महीने तक चोट के कारण बाहर xyxy=(1166,971,1352,1103)
scoreboard2-team2-header-cell: ऑस्ट्रेलिया xyxy=(785,1078,895,1093)
scoreboard2-team2-cell: 0 xyxy=(930,1122,948,1137)
story1-photo xyxy=(608,279,829,488)
scoreboard2-team2-cell: मैथ्यू शॉर्ट एलबीडब्ल्यू बो फर्नांडो xyxy=(785,1093,895,1107)
scoreboard2-team2-cell: 7 xyxy=(913,1166,930,1180)
scoreboard1-team1-cell: 0 xyxy=(1337,410,1355,424)
scoreboard2-team2-row xyxy=(785,1195,965,1209)
scoreboard1-team1-cell: हरलीन देओल नाबाद xyxy=(1172,410,1285,424)
scoreboard1-team2-cell: 7 xyxy=(1491,323,1509,337)
scoreboard1-team2-notes: अतिरिक्त: 13, कुल: 18.3 ओवर में 4 विकेट पर 202 रन, बल्लेबाजी नहीं की: जॉर्जिया वेयरहेम, किम गार्थ, प्रेमला रावत, जोशिता, रेणुका सिंह, विकेट पतन: 1-13, 2-14, 3-100, 4-109, गेंदबाजी: एश्ले गार्डनर 4-0-32-2, डिएंड्रा डॉटिन 3-0-33-2, सायली सतघरे 3-0-31-0, तनुजा कंवर 3-0-29-0, काश्वी गौतम 2-0-22-0, डिएंड्रा डॉटिन 3.3-0-41-1, प्रिया मिश्रा 3-0-29-01 xyxy=(1360,417,1542,510)
story3-byline: एजेंसी ⬛ कोलकाता xyxy=(983,799,1077,813)
scoreboard2-team2-header-cell: 4 xyxy=(930,1078,948,1093)
scoreboard1-team2-cell: 1 xyxy=(1509,337,1526,352)
scoreboard2-team1-notes: अतिरिक्त: 9, कुल: 50 ओवर में 4 विकेट पर 281 रन, बल्लेबाजी नहीं की: दुनिथ वेल्लालगे, हसरंगा, महीश तीक्षणा, एशान मलिंगा, असिता फर्नांडो, विकेट पतन: 1-15, 2-113, 3-121, 4-215, गेंदबाजी: बेन डवारशियस 10-1-47-1, ऐरोन हार्डी 9-0-60-1, सीन ऐबट 10-0-41-1, मैथ्यू शॉर्ट 4-0-25-0, तनवीर संघा 5-0-34-0, ऐडम जैम्पा 8-0-47-1, ग्लेन मैक्सवेल 4-0-23-01 xyxy=(785,977,965,1070)
scoreboard2 xyxy=(785,843,965,1535)
